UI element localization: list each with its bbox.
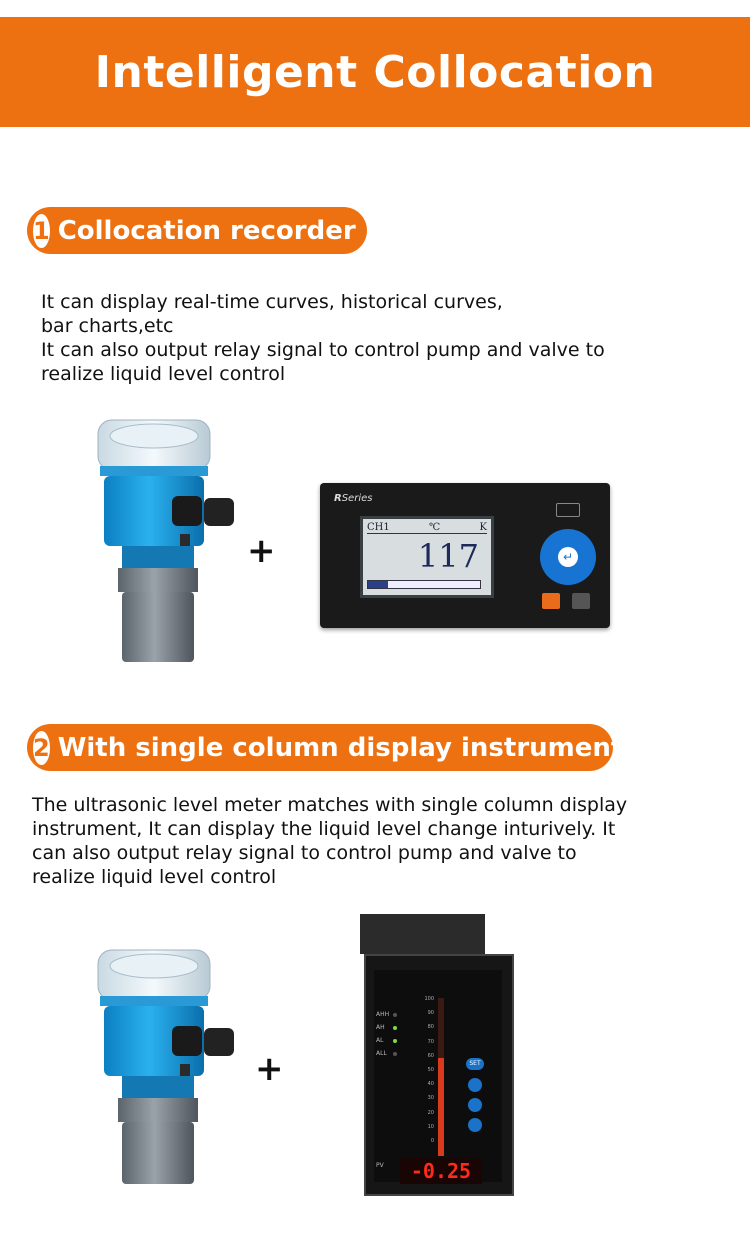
alarm-led-icon — [393, 1052, 397, 1056]
alarm-indicator-label: AHH — [376, 1011, 390, 1018]
scale-tick-label: 50 — [427, 1066, 434, 1073]
section2-line: can also output relay signal to control pump and valve to — [32, 842, 577, 864]
section1-description — [41, 290, 605, 386]
recorder-mode: K — [479, 522, 487, 533]
section2-title: With single column display instrument — [57, 732, 624, 763]
section1-heading — [27, 207, 367, 254]
alarm-led-icon — [393, 1026, 397, 1030]
section2-line: realize liquid level control — [32, 866, 277, 888]
paperless-recorder — [320, 483, 610, 628]
scale-tick-label: 20 — [427, 1109, 434, 1116]
plus-sign: + — [255, 1049, 284, 1089]
scale-tick-label: 10 — [427, 1123, 434, 1130]
alarm-indicators — [376, 1008, 397, 1060]
scale-tick-label: 30 — [427, 1095, 434, 1102]
recorder-slot — [556, 503, 580, 517]
page-title: Intelligent Collocation — [94, 46, 656, 98]
pv-reading: -0.25 — [400, 1158, 482, 1184]
alarm-indicator — [376, 1008, 397, 1021]
enter-icon: ↵ — [558, 547, 578, 567]
recorder-screen — [360, 516, 494, 598]
recorder-channel: CH1 — [367, 522, 390, 533]
down-button — [468, 1098, 482, 1112]
scale-tick-label: 0 — [430, 1137, 434, 1144]
pv-label: PV — [376, 1162, 384, 1169]
recorder-navpad — [540, 529, 596, 585]
alarm-indicator-label: AH — [376, 1024, 385, 1031]
scale-tick-label: 70 — [427, 1038, 434, 1045]
alarm-indicator — [376, 1047, 397, 1060]
recorder-function-button — [542, 593, 560, 609]
section2-heading — [27, 724, 624, 771]
alarm-indicator-label: AL — [376, 1037, 384, 1044]
recorder-bar — [367, 580, 481, 589]
scale-tick-label: 40 — [427, 1081, 434, 1088]
set-button: SET — [466, 1058, 484, 1070]
section1-title: Collocation recorder — [57, 215, 356, 246]
section1-line: realize liquid level control — [41, 363, 286, 385]
section2-line: The ultrasonic level meter matches with single column display — [32, 794, 628, 816]
right-button — [468, 1118, 482, 1132]
scale-tick-label: 90 — [427, 1010, 434, 1017]
alarm-indicator — [376, 1034, 397, 1047]
alarm-indicator-label: ALL — [376, 1050, 387, 1057]
scale-tick-label: 80 — [427, 1024, 434, 1031]
recorder-unit: ℃ — [429, 522, 441, 533]
section1-line: bar charts,etc — [41, 315, 174, 337]
scale-tick-label: 100 — [424, 996, 434, 1002]
recorder-reading: 117 — [417, 537, 479, 575]
up-button — [468, 1078, 482, 1092]
recorder-menu-button — [572, 593, 590, 609]
section2-line: instrument, It can display the liquid level change inturively. It — [32, 818, 616, 840]
ultrasonic-sensor-image — [92, 418, 242, 663]
ultrasonic-sensor-image — [92, 948, 242, 1193]
scale-tick-label: 60 — [427, 1052, 434, 1059]
section1-line: It can display real-time curves, historical curves, — [41, 291, 503, 313]
section1-number: 1 — [33, 214, 50, 248]
header-banner — [0, 17, 750, 127]
alarm-led-icon — [393, 1039, 397, 1043]
alarm-led-icon — [393, 1013, 397, 1017]
column-display-instrument — [360, 914, 510, 1194]
instrument-face — [364, 954, 514, 1196]
recorder-brand: RSeries — [334, 493, 373, 504]
section2-number: 2 — [33, 731, 50, 765]
section2-description — [32, 793, 627, 889]
level-bar — [438, 998, 444, 1156]
plus-sign: + — [247, 531, 276, 571]
alarm-indicator — [376, 1021, 397, 1034]
section1-line: It can also output relay signal to control pump and valve to — [41, 339, 605, 361]
instrument-housing — [360, 914, 485, 954]
bar-scale — [422, 996, 434, 1152]
